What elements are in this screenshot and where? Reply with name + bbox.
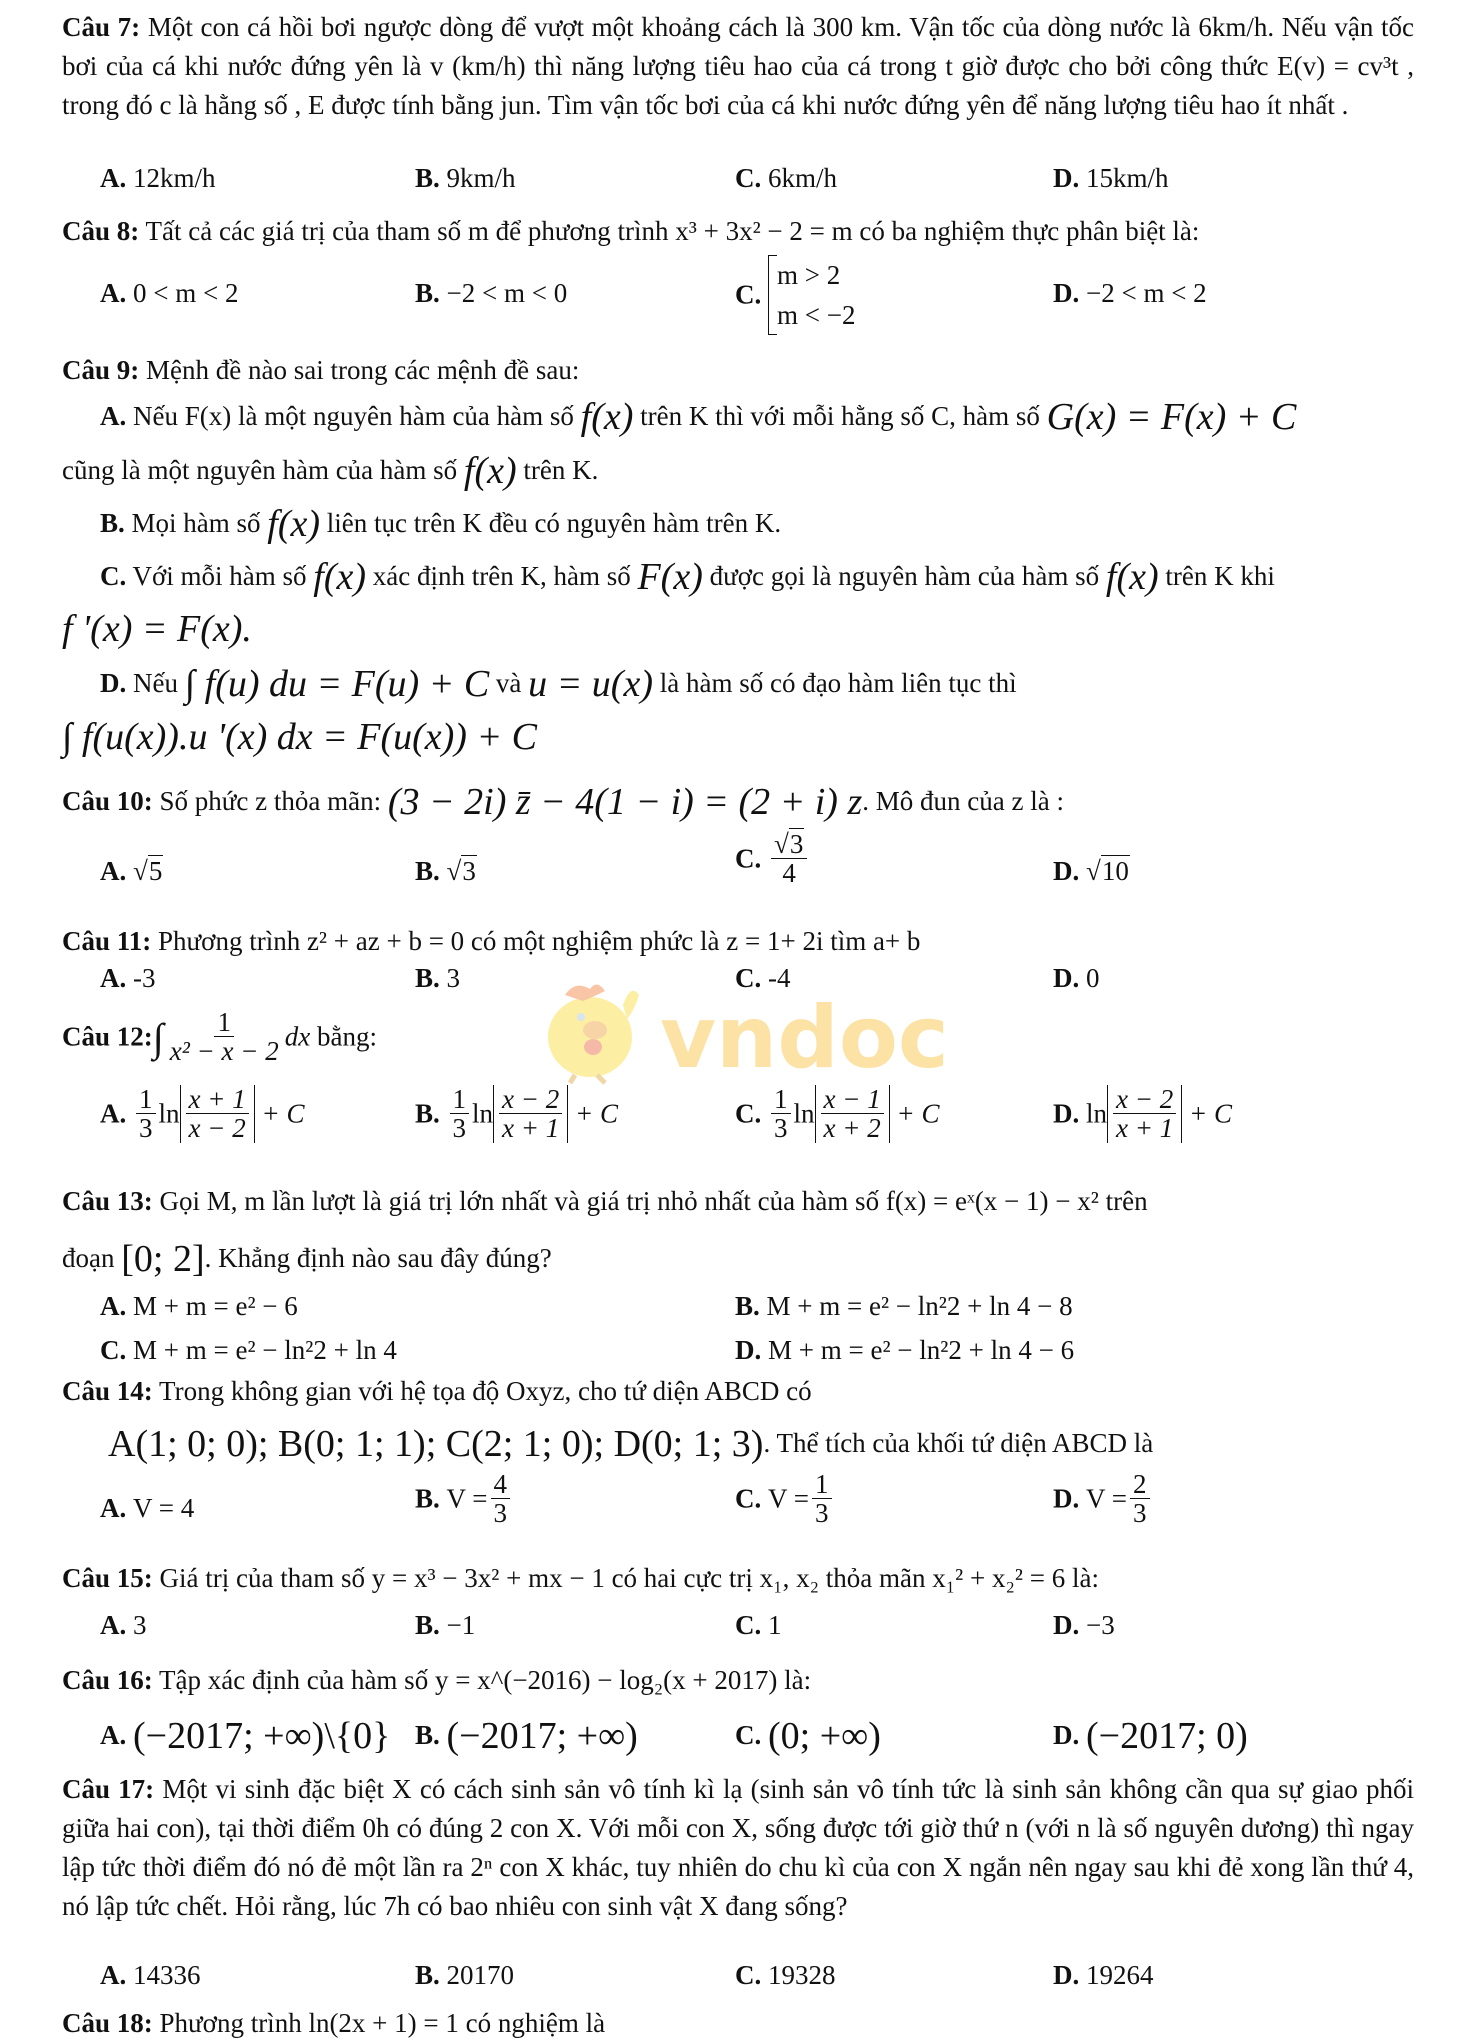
option-label: C. [100,1335,127,1365]
option-value: 12km/h [133,163,216,193]
option-label: A. [100,1291,127,1321]
option-text: được gọi là nguyên hàm của hàm số [709,561,1100,591]
option-value: 1 [768,1610,782,1640]
option-label: B. [415,1960,440,1990]
option-label: D. [735,1335,762,1365]
radicand: 3 [462,856,476,886]
option-label: B. [415,1610,440,1640]
denominator: 3 [1133,1498,1147,1529]
absolute-value [180,1085,255,1143]
q10-option-d[interactable] [1053,858,1130,885]
option-label: B. [415,856,440,886]
radicand: 3 [789,829,804,859]
math-expression: f '(x) = F(x). [62,608,252,650]
option-value: M + m = e² − ln²2 + ln 4 − 6 [768,1335,1075,1365]
question-text: là: [1071,1563,1099,1593]
numerator: 1 [136,1085,156,1114]
fraction [136,1085,156,1143]
option-label: C. [735,1720,762,1750]
q16-option-b[interactable] [415,1717,638,1755]
option-label: C. [735,1098,762,1129]
q12-option-b[interactable] [415,1085,618,1143]
equation: y = x^(−2016) − log₂(x + 2017) [434,1665,778,1695]
option-label: C. [735,1483,762,1514]
math-expression: f(x) [267,503,321,545]
math-expression: F(x) [637,556,703,598]
option-value: 9km/h [446,163,516,193]
equation: y = x³ − 3x² + mx − 1 [371,1563,605,1593]
question-13-cont [62,1240,552,1278]
question-label: Câu 10: [62,786,153,816]
option-value: −2 < m < 0 [446,278,568,308]
question-16 [62,1667,811,1694]
variables: x₁, x₂ [759,1563,819,1593]
option-text: cũng là một nguyên hàm của hàm số [62,455,458,485]
question-text: Một vi sinh đặc biệt X có cách sinh sản vô tính kì lạ (sinh sản vô tính tức là sinh sản không cần qua sự giao phối giữa hai con), tại thời điểm 0h có đúng 2 con X. Với mỗi con X, sống được tới giờ thứ n (với n là số nguyên dương) thì ngay lập tức thời điểm đó nó đẻ một lần ra 2ⁿ con X khác, tuy nhiên do chu kì của con X ngắn nên ngay sau khi đẻ xong lần thứ 4, nó lập tức chết. Hỏi rằng, lúc 7h có bao nhiêu con sinh vật X đang sống? [62,1774,1415,1921]
ln: ln [472,1098,494,1129]
option-label: D. [1053,963,1080,993]
question-text: Giá trị của tham số [159,1563,365,1593]
constant: + C [1188,1098,1232,1129]
q14-option-c[interactable] [735,1470,835,1528]
q17-option-b[interactable] [415,1962,514,1989]
option-label: B. [415,1720,440,1750]
option-label: C. [735,1960,762,1990]
question-text: Mệnh đề nào sai trong các mệnh đề sau: [146,355,580,385]
option-label: A. [100,1720,127,1750]
question-text: . Mô đun của z là : [862,786,1064,816]
points: A(1; 0; 0); B(0; 1; 1); C(2; 1; 0); D(0; 1; 3) [108,1423,764,1465]
q17-option-c[interactable] [735,1962,836,1989]
fraction [1130,1470,1150,1528]
q12-option-a[interactable] [100,1085,304,1143]
option-label: D. [1053,856,1080,886]
math-expression: f(x) [463,450,517,492]
option-text: Với mỗi hàm số [132,561,307,591]
option-value: (−2017; 0) [1086,1715,1248,1757]
denominator: x + 2 [823,1113,881,1144]
q7-option-a[interactable] [100,165,216,192]
denominator: 3 [774,1113,788,1144]
q14-option-d[interactable] [1053,1470,1153,1528]
q8-option-c[interactable] [735,255,855,335]
question-10 [62,783,1064,821]
numerator: 1 [214,1008,234,1037]
numerator: 1 [771,1085,791,1114]
fraction: $\frac{√3}{4}$ [771,830,807,888]
ln: ln [793,1098,815,1129]
question-15 [62,1565,1099,1592]
question-8 [62,218,1199,245]
question-text: Một con cá hồi bơi ngược dòng để vượt một khoảng cách là 300 km. Vận tốc của dòng nước là 6km/h. Nếu vận tốc bơi của cá khi nước đứng yên là v (km/h) thì năng lượng tiêu hao của cá trong t giờ được cho bởi công thức E(v) = cv³t , trong đó c là hằng số , E được tính bằng jun. Tìm vận tốc bơi của cá khi nước đứng yên để năng lượng tiêu hao ít nhất . [62,12,1415,120]
q13-option-c[interactable] [100,1337,397,1364]
option-label: B. [415,163,440,193]
numerator: 1 [450,1085,470,1114]
option-value: -4 [768,963,791,993]
numerator: x − 1 [821,1085,884,1114]
question-text: đoạn [62,1243,115,1273]
option-prefix: V = [768,1483,809,1514]
numerator: x + 1 [186,1085,249,1114]
option-label: D. [1053,163,1080,193]
fraction [450,1085,470,1143]
radicand: 10 [1101,856,1129,886]
denominator: x + 1 [502,1113,560,1144]
option-text: liên tục trên K đều có nguyên hàm trên K. [326,508,782,538]
constant: + C [575,1098,618,1129]
q9-option-c-cont [62,610,252,648]
q9-option-a-cont [62,452,598,490]
math-expression: ∫ f(u(x)).u '(x) dx = F(u(x)) + C [62,716,537,758]
option-label: B. [100,508,125,538]
option-label: D. [1053,1960,1080,1990]
absolute-value [493,1085,568,1143]
option-value: (−2017; +∞) [446,1715,638,1757]
option-value: −3 [1086,1610,1115,1640]
interval: [0; 2] [121,1238,205,1280]
q10-option-c[interactable] [735,830,810,888]
question-text: là: [784,1665,812,1695]
option-label: A. [100,856,127,886]
question-text: Tập xác định của hàm số [159,1665,429,1695]
question-text: trên [1105,1186,1148,1216]
q16-option-a[interactable] [100,1717,390,1755]
q8-option-d[interactable] [1053,280,1207,307]
q13-option-d[interactable] [735,1337,1074,1364]
option-value: 6km/h [768,163,838,193]
fraction [491,1470,511,1528]
option-text: trên K khi [1165,561,1275,591]
numerator: 4 [491,1470,511,1499]
numerator: x − 2 [1113,1085,1176,1114]
question-9 [62,357,579,384]
option-value: 19328 [768,1960,836,1990]
watermark-text: vndoc [660,988,949,1085]
q7-option-b[interactable] [415,165,516,192]
option-label: D. [1053,1720,1080,1750]
question-label: Câu 14: [62,1376,153,1406]
sqrt: √10 [1086,856,1129,886]
option-label: B. [415,963,440,993]
absolute-value [815,1085,890,1143]
option-text: trên K. [523,455,599,485]
ln: ln [158,1098,180,1129]
question-text: có nghiệm là [465,2008,606,2038]
option-value: M + m = e² − ln²2 + ln 4 [133,1335,397,1365]
question-text: . Khẳng định nào sau đây đúng? [204,1243,552,1273]
option-label: A. [100,163,127,193]
option-label: C. [735,843,762,874]
question-text: Gọi M, m lần lượt là giá trị lớn nhất và giá trị nhỏ nhất của hàm số [159,1186,880,1216]
q11-option-c[interactable] [735,965,791,992]
denominator: 3 [493,1498,508,1529]
fraction [167,1008,282,1066]
option-label: A. [100,401,127,431]
math-expression: G(x) = F(x) + C [1046,396,1297,438]
option-value: 3 [446,963,461,993]
math-expression: f(x) [580,396,634,438]
q7-option-d[interactable] [1053,165,1169,192]
option-text: Mọi hàm số [131,508,261,538]
fraction [812,1470,832,1528]
option-label: D. [1053,278,1080,308]
question-text: có hai cực trị [611,1563,753,1593]
option-label: A. [100,1610,127,1640]
question-text: Phương trình z² + az + b = 0 có một nghiệm phức là z = 1+ 2i tìm a+ b [158,926,921,956]
option-value: (−2017; +∞)\{0} [133,1715,391,1757]
question-11 [62,928,920,955]
question-text: Trong không gian với hệ tọa độ Oxyz, cho tứ diện ABCD có [159,1376,812,1406]
option-value: -3 [133,963,156,993]
q11-option-d[interactable] [1053,965,1100,992]
q15-option-d[interactable] [1053,1612,1115,1639]
q16-option-d[interactable] [1053,1717,1248,1755]
radicand: 5 [148,856,163,886]
q13-option-a[interactable] [100,1293,298,1320]
denominator: 4 [782,858,796,889]
ln: ln [1086,1098,1108,1129]
question-text: . Thể tích của khối tứ diện ABCD là [763,1428,1154,1458]
constant: + C [896,1098,940,1129]
question-7 [62,8,1414,125]
option-value: 19264 [1086,1960,1154,1990]
q15-option-b[interactable] [415,1612,475,1639]
math-expression: f(x) [1105,556,1159,598]
question-label: Câu 11: [62,926,152,956]
option-value: V = 4 [133,1493,195,1523]
q7-option-c[interactable] [735,165,837,192]
q17-option-a[interactable] [100,1962,201,1989]
option-value: 3 [133,1610,147,1640]
option-label: D. [1053,1483,1080,1514]
option-value: m > 2 [777,260,841,290]
equation: ln(2x + 1) = 1 [308,2008,459,2038]
numerator: x − 2 [499,1085,562,1114]
option-text: trên K thì với mỗi hằng số C, hàm số [640,401,1040,431]
option-label: C. [735,279,762,310]
q9-option-c[interactable] [100,558,1275,596]
question-label: Câu 8: [62,216,140,246]
option-label: B. [415,278,440,308]
option-text: và [495,668,522,698]
option-label: B. [415,1483,440,1514]
option-label: B. [735,1291,760,1321]
denominator: 3 [452,1113,467,1144]
q12-option-d[interactable] [1053,1085,1232,1143]
denominator: x² − x − 2 [169,1036,279,1067]
option-label: A. [100,963,127,993]
option-label: A. [100,1098,127,1129]
system-bracket [768,255,855,335]
question-label: Câu 7: [62,12,141,42]
equation: f(x) = eˣ(x − 1) − x² [885,1186,1099,1216]
option-label: D. [1053,1610,1080,1640]
numerator: 2 [1130,1470,1150,1499]
option-label: C. [735,963,762,993]
equation: (3 − 2i) z̄ − 4(1 − i) = (2 + i) z [387,781,863,823]
denominator: x + 1 [1116,1113,1174,1144]
q10-option-a[interactable] [100,858,163,885]
option-text: Nếu F(x) là một nguyên hàm của hàm số [133,401,574,431]
math-expression: f(x) [313,556,367,598]
option-label: C. [100,561,127,591]
constant: + C [261,1098,305,1129]
option-label: D. [1053,1098,1080,1129]
sqrt: √5 [133,856,163,886]
option-label: A. [100,278,127,308]
question-text: Số phức z thỏa mãn: [159,786,382,816]
option-value: m < −2 [777,300,856,330]
question-label: Câu 17: [62,1774,155,1804]
question-18 [62,2010,605,2037]
option-value: −1 [446,1610,476,1640]
option-label: A. [100,1493,127,1523]
option-value: M + m = e² − ln²2 + ln 4 − 8 [766,1291,1073,1321]
question-17 [62,1770,1414,1926]
denominator: x − 2 [188,1113,246,1144]
absolute-value [1107,1085,1182,1143]
question-13 [62,1188,1148,1215]
option-label: B. [415,1098,440,1129]
option-value: 14336 [133,1960,201,1990]
option-value: 0 [1086,963,1100,993]
condition: x₁² + x₂² = 6 [932,1563,1066,1593]
option-label: D. [100,668,127,698]
option-label: A. [100,1960,127,1990]
option-text: là hàm số có đạo hàm liên tục thì [659,668,1017,698]
question-text: có ba nghiệm thực phân biệt là: [859,216,1200,246]
option-value: 0 < m < 2 [133,278,239,308]
option-value: 15km/h [1086,163,1169,193]
question-12 [62,1008,377,1066]
option-prefix: V = [446,1483,488,1514]
option-value: −2 < m < 2 [1086,278,1207,308]
math-expression: ∫ f(u) du = F(u) + C [184,663,490,705]
equation: x³ + 3x² − 2 = m [675,216,853,246]
differential: dx [284,1021,311,1052]
q8-option-a[interactable] [100,280,238,307]
q9-option-b[interactable] [100,505,781,543]
q15-option-a[interactable] [100,1612,147,1639]
q16-option-c[interactable] [735,1717,881,1755]
q13-option-b[interactable] [735,1293,1073,1320]
q9-option-a[interactable] [100,398,1296,436]
denominator: 3 [139,1113,153,1144]
option-label: C. [735,1610,762,1640]
question-label: Câu 16: [62,1665,153,1695]
option-prefix: V = [1086,1483,1127,1514]
q14-option-b[interactable] [415,1470,513,1528]
q9-option-d-cont [62,718,537,756]
question-14 [62,1378,812,1405]
q12-option-c[interactable] [735,1085,939,1143]
q10-option-b[interactable] [415,858,477,885]
question-label: Câu 12: [62,1021,153,1052]
question-label: Câu 15: [62,1563,153,1593]
question-label: Câu 9: [62,355,140,385]
q9-option-d[interactable] [100,665,1017,703]
option-text: Nếu [133,668,178,698]
integral-sign: ∫ [152,1015,164,1061]
question-label: Câu 18: [62,2008,153,2038]
option-text: xác định trên K, hàm số [372,561,631,591]
option-value: M + m = e² − 6 [133,1291,298,1321]
denominator: 3 [815,1498,829,1529]
q15-option-c[interactable] [735,1612,782,1639]
sqrt: √3 [446,856,476,886]
question-14-cont [108,1425,1153,1463]
fraction [771,1085,791,1143]
option-value: 20170 [446,1960,515,1990]
option-label: C. [735,163,762,193]
q14-option-a[interactable] [100,1495,194,1522]
question-text: Phương trình [159,2008,302,2038]
question-text: thỏa mãn [825,1563,926,1593]
option-value: (0; +∞) [768,1715,881,1757]
q17-option-d[interactable] [1053,1962,1154,1989]
question-text: bằng: [316,1021,377,1052]
q11-option-a[interactable] [100,965,156,992]
numerator: 1 [812,1470,832,1499]
question-label: Câu 13: [62,1186,153,1216]
q11-option-b[interactable] [415,965,460,992]
question-text: Tất cả các giá trị của tham số m để phương trình [145,216,669,246]
math-expression: u = u(x) [528,663,653,705]
q8-option-b[interactable] [415,280,567,307]
